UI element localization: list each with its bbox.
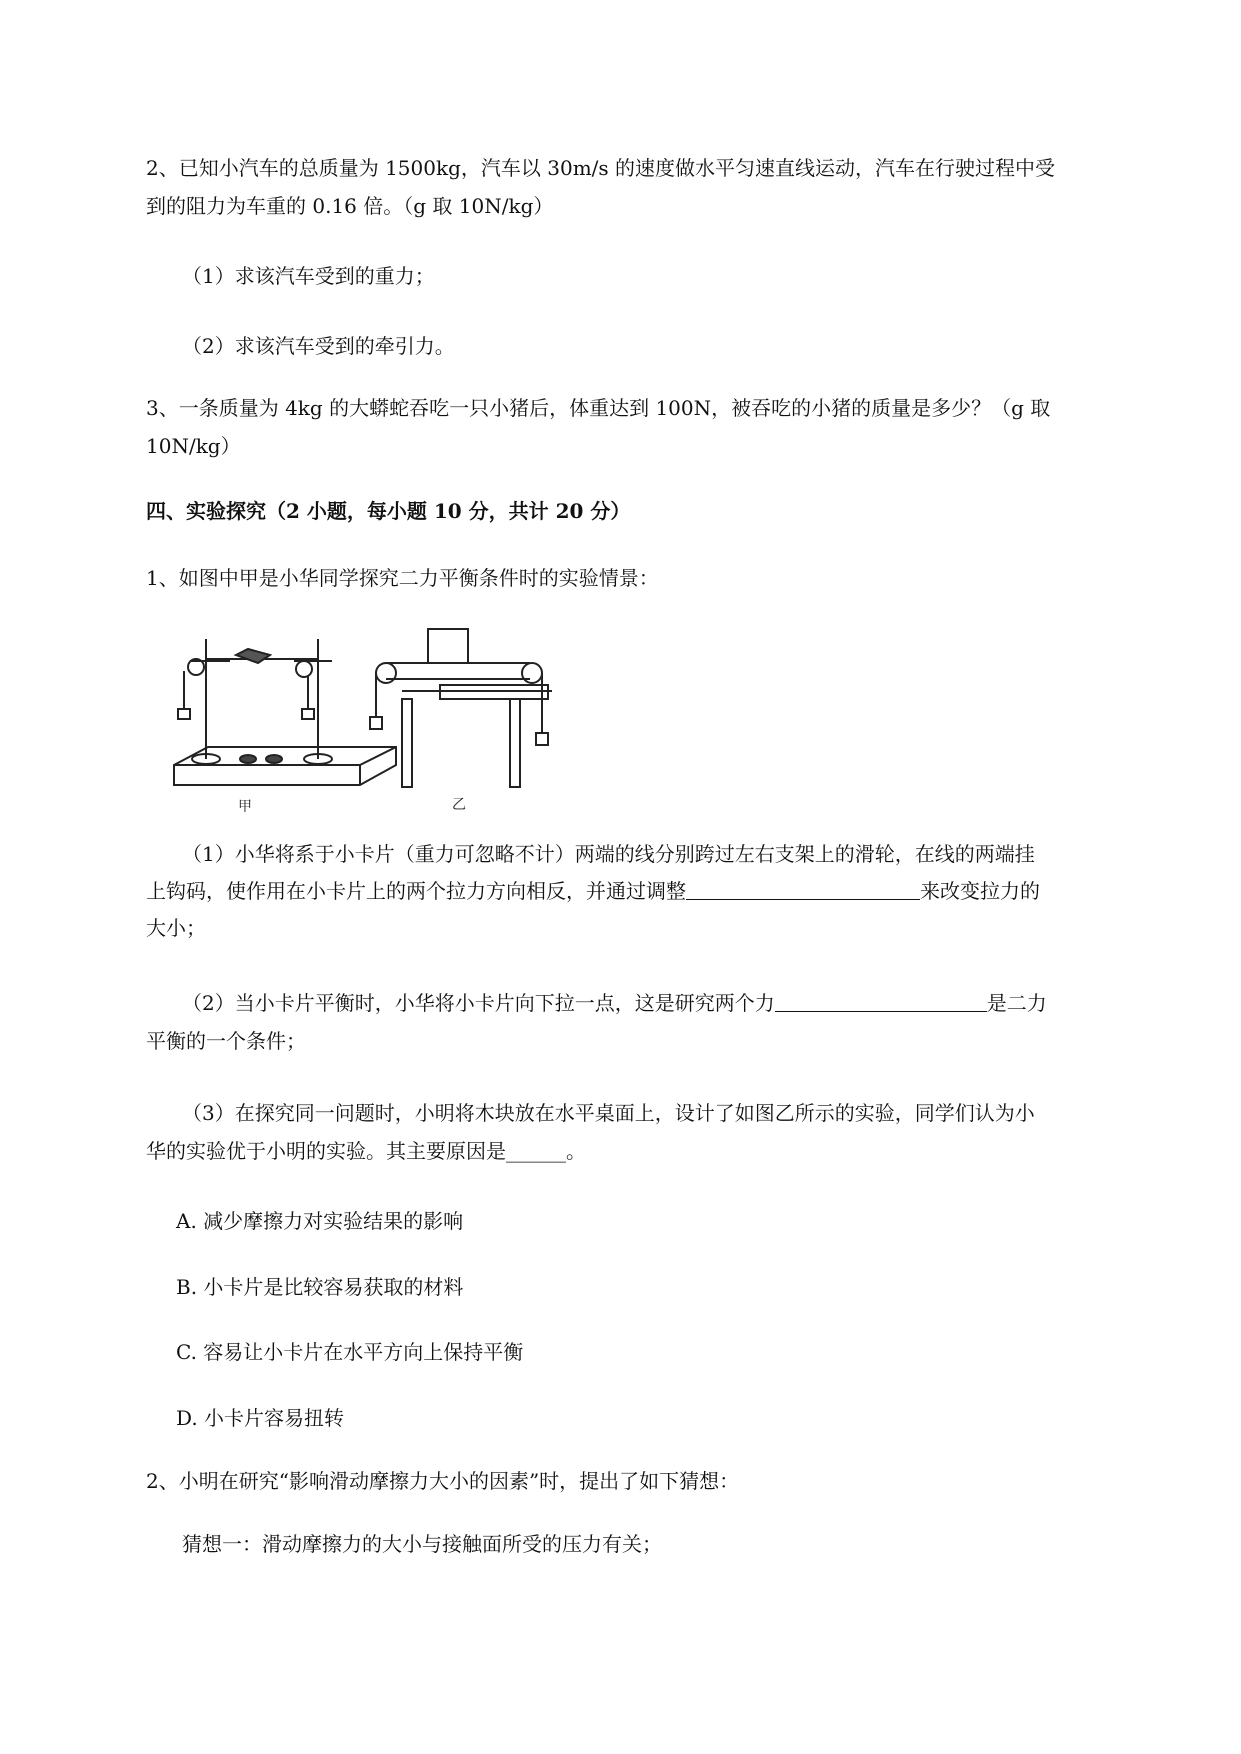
answer-blank-2[interactable] [775, 989, 987, 1012]
option-d[interactable]: D. 小卡片容易扭转 [176, 1406, 345, 1430]
exp1-s1-line2 [146, 873, 1146, 909]
exp1-s2-line1-a: （2）当小卡片平衡时，小华将小卡片向下拉一点，这是研究两个力 [182, 991, 775, 1015]
answer-blank-1[interactable] [686, 877, 920, 900]
wood-block [428, 629, 468, 663]
apparatus-diagram [170, 625, 630, 815]
section-heading: 四、实验探究（2 小题，每小题 10 分，共计 20 分） [146, 499, 631, 523]
exp1-s2-line2: 平衡的一个条件； [146, 1029, 306, 1053]
exp1-intro: 1、如图中甲是小华同学探究二力平衡条件时的实验情景： [146, 566, 659, 590]
q3-line1: 3、一条质量为 4kg 的大蟒蛇吞吃一只小猪后，体重达到 100N，被吞吃的小猪的质量是多少？（g 取 [146, 396, 1051, 420]
exp1-s1-line2-a: 上钩码，使作用在小卡片上的两个拉力方向相反，并通过调整 [146, 879, 686, 903]
q3-line2: 10N/kg） [146, 434, 241, 458]
experiment-figure [170, 625, 630, 815]
option-c[interactable]: C. 容易让小卡片在水平方向上保持平衡 [176, 1340, 524, 1364]
exp1-s3-line2: 华的实验优于小明的实验。其主要原因是______。 [146, 1139, 586, 1163]
right-table-pulley [522, 663, 542, 683]
label-yi: 乙 [452, 797, 466, 813]
q2-sub2: （2）求该汽车受到的牵引力。 [182, 334, 455, 358]
table-leg-left [402, 699, 412, 787]
q2-line2: 到的阻力为车重的 0.16 倍。（g 取 10N/kg） [146, 194, 554, 218]
exp2-guess1: 猜想一：滑动摩擦力的大小与接触面所受的压力有关； [182, 1532, 662, 1556]
table-leg-right [510, 699, 520, 787]
exp1-s2-line1 [182, 985, 1146, 1021]
option-a[interactable]: A. 减少摩擦力对实验结果的影响 [176, 1209, 464, 1233]
small-card [236, 649, 270, 663]
exp1-s2-line1-b: 是二力 [986, 991, 1047, 1015]
q2-sub1: （1）求该汽车受到的重力； [182, 264, 435, 288]
exp1-s1-line1: （1）小华将系于小卡片（重力可忽略不计）两端的线分别跨过左右支架上的滑轮，在线的两端挂 [182, 842, 1035, 866]
label-jia: 甲 [238, 799, 252, 815]
option-b[interactable]: B. 小卡片是比较容易获取的材料 [176, 1275, 464, 1299]
right-pulley [296, 661, 312, 677]
exp1-s3-line1: （3）在探究同一问题时，小明将木块放在水平桌面上，设计了如图乙所示的实验，同学们认为小 [182, 1101, 1035, 1125]
exp2-intro: 2、小明在研究“影响滑动摩擦力大小的因素”时，提出了如下猜想： [146, 1469, 740, 1493]
q2-line1: 2、已知小汽车的总质量为 1500kg，汽车以 30m/s 的速度做水平匀速直线运动，汽车在行驶过程中受 [146, 156, 1056, 180]
exp1-s1-line3: 大小； [146, 916, 206, 940]
exp1-s1-line2-b: 来改变拉力的 [920, 879, 1040, 903]
